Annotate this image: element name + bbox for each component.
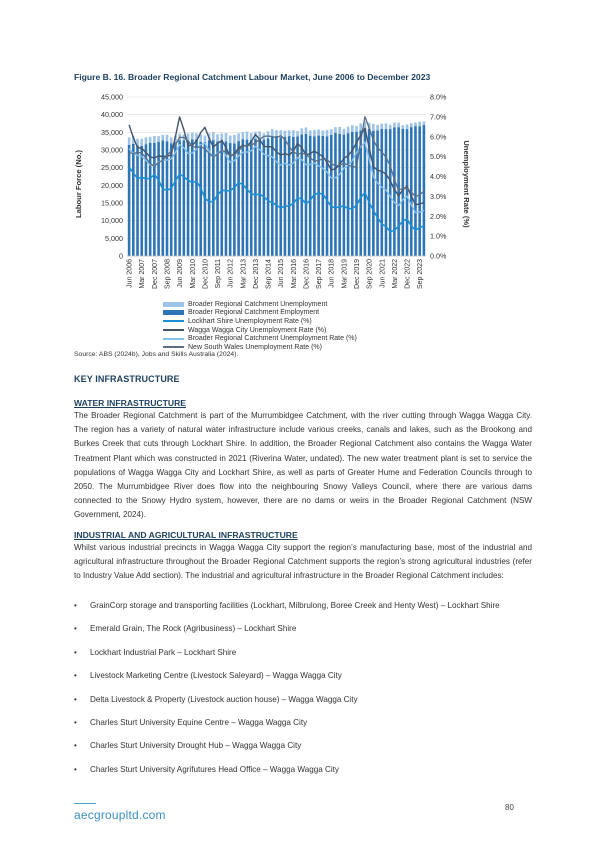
x-tick-label: Mar 2022 — [391, 258, 399, 289]
y-tick-label: 0 — [119, 251, 123, 261]
x-tick-label: Sep 2017 — [316, 258, 324, 289]
bar-unemployment — [128, 137, 131, 144]
bar-employment — [423, 125, 426, 256]
x-tick-label: Mar 2019 — [341, 259, 349, 289]
bar-unemployment — [359, 123, 362, 130]
bar-unemployment — [372, 124, 375, 131]
bar-unemployment — [170, 138, 173, 144]
figure-source: Source: ABS (2024b), Jobs and Skills Australia (2024). — [74, 351, 239, 358]
bar-employment — [246, 140, 249, 256]
list-item: • Emerald Grain, The Rock (Agribusiness) – Lockhart Shire — [74, 622, 544, 636]
legend-label: New South Wales Unemployment Rate (%) — [188, 343, 322, 351]
bar-unemployment — [343, 129, 346, 135]
list-item: • Livestock Marketing Centre (Livestock Saleyard) – Wagga Wagga City — [74, 669, 544, 683]
bar-employment — [178, 140, 181, 256]
bar-unemployment — [242, 132, 245, 139]
y-tick-label: 40,000 — [101, 110, 123, 120]
bar-employment — [258, 139, 261, 256]
y2-tick-label: 3.0% — [430, 191, 447, 201]
y-tick-label: 5,000 — [105, 233, 123, 243]
legend-item — [163, 309, 357, 318]
x-tick-label: Jun 2021 — [379, 259, 387, 288]
bar-employment — [170, 143, 173, 256]
bar-employment — [372, 131, 375, 256]
bar-employment — [237, 141, 240, 256]
x-tick-label: Sep 2011 — [215, 258, 222, 289]
x-tick-label: Sep 2014 — [265, 259, 273, 290]
legend-item — [163, 326, 357, 335]
water-paragraph: The Broader Regional Catchment is part of the Murrumbidgee Catchment, with the river cutting through Wagga Wagga City. The region has a variety of natural water infrastructure include various creeks, canals and lakes, such as the Brookong and Burkes Creek that cuts through Lockhart Shire. In addition, the Broader Regional Catchment also contains the Wagga Water Treatment Plant which was constructed in 2021 (Riverina Water, undated). The new water treatment plant is set to service the populations of Wagga Wagga City and Lockhart Shire, as well as parts of Greater Hume and Federation Councils through to 2050. The Murrumbidgee River does flow into the neighbouring Snowy Valleys Council, where there are various dams connected to the Snowy Hydro system, however, there are no dams or weirs in the Broader Regional Catchment (NSW Government, 2024). — [74, 411, 532, 520]
bar-unemployment — [397, 123, 400, 128]
bar-unemployment — [300, 128, 303, 134]
bar-employment — [174, 142, 177, 256]
bar-unemployment — [309, 130, 312, 135]
bar-unemployment — [145, 137, 148, 144]
bar-unemployment — [313, 130, 316, 136]
bar-employment — [250, 140, 253, 256]
water-heading: WATER INFRASTRUCTURE — [74, 398, 187, 408]
bar-unemployment — [292, 130, 295, 137]
list-item: • Charles Sturt University Equine Centre – Wagga Wagga City — [74, 716, 544, 730]
bar-unemployment — [402, 125, 405, 129]
x-tick-label: Sep 2023 — [417, 259, 425, 290]
infrastructure-list — [74, 599, 544, 786]
bar-unemployment — [296, 131, 299, 137]
list-item: • Charles Sturt University Drought Hub – Wagga Wagga City — [74, 739, 544, 753]
bar-unemployment — [212, 132, 215, 140]
y2-tick-label: 8.0% — [430, 92, 447, 102]
x-tick-label: Sep 2008 — [164, 258, 172, 289]
legend-swatch — [163, 338, 184, 340]
bar-unemployment — [233, 135, 236, 143]
bar-unemployment — [284, 131, 287, 137]
bar-unemployment — [246, 132, 249, 140]
bar-employment — [191, 139, 194, 256]
y2-axis-title: Unemployment Rate (%) — [462, 140, 471, 228]
bar-unemployment — [393, 123, 396, 128]
list-item: • Lockhart Industrial Park – Lockhart Shire — [74, 646, 544, 660]
bar-unemployment — [351, 125, 354, 132]
y-tick-label: 20,000 — [101, 180, 123, 190]
x-tick-label: Mar 2010 — [189, 259, 197, 289]
bar-employment — [157, 142, 160, 256]
bar-employment — [292, 137, 295, 256]
y2-tick-label: 6.0% — [430, 132, 447, 142]
bar-employment — [199, 142, 202, 256]
bar-unemployment — [271, 129, 274, 136]
legend-item — [163, 300, 357, 309]
bar-unemployment — [355, 126, 358, 132]
section-heading: KEY INFRASTRUCTURE — [74, 374, 180, 384]
y2-tick-label: 2.0% — [430, 211, 447, 221]
bar-employment — [275, 136, 278, 256]
bar-employment — [242, 139, 245, 256]
x-tick-label: Dec 2013 — [252, 258, 260, 289]
x-tick-label: Jun 2006 — [126, 258, 134, 288]
legend-item — [163, 317, 357, 326]
x-tick-label: Mar 2016 — [290, 258, 298, 289]
bar-employment — [183, 140, 186, 256]
bar-unemployment — [191, 133, 194, 140]
bar-unemployment — [317, 129, 320, 135]
legend-label: Broader Regional Catchment Employment — [188, 309, 320, 317]
bar-unemployment — [418, 122, 421, 127]
industrial-paragraph: Whilst various industrial precincts in Wagga Wagga City support the region’s manufacturing base, most of the industrial and agricultural infrastructure throughout the Broader Regional Catchment supports the region’s strong agricultural industries (refer to Industry Value Add section). The industrial and agricultural infrastructure in the Broader Regional Catchment includes: — [74, 543, 532, 581]
bar-employment — [208, 140, 211, 256]
bar-unemployment — [322, 131, 325, 136]
bar-employment — [326, 137, 329, 256]
bar-unemployment — [275, 130, 278, 136]
x-tick-label: Jun 2009 — [177, 258, 185, 288]
y-tick-label: 25,000 — [101, 163, 123, 173]
bar-employment — [187, 141, 190, 256]
x-tick-label: Jun 2015 — [278, 258, 286, 288]
bar-unemployment — [380, 124, 383, 129]
list-item: • Delta Livestock & Property (Livestock auction house) – Wagga Wagga City — [74, 693, 544, 707]
page-number: 80 — [505, 803, 514, 812]
bar-employment — [153, 143, 156, 256]
bar-employment — [389, 129, 392, 256]
x-tick-label: Jun 2012 — [227, 259, 235, 288]
x-tick-label: Dec 2019 — [354, 258, 361, 289]
bar-employment — [414, 126, 417, 256]
legend-label: Broader Regional Catchment Unemployment Rate (%) — [188, 335, 357, 343]
legend-label: Wagga Wagga City Unemployment Rate (%) — [188, 326, 327, 334]
chart-legend — [163, 300, 357, 352]
bar-employment — [166, 142, 169, 256]
x-tick-label: Mar 2013 — [240, 258, 248, 289]
bar-employment — [149, 143, 152, 256]
bar-employment — [254, 139, 257, 256]
bar-unemployment — [376, 125, 379, 130]
bar-unemployment — [347, 127, 350, 133]
bar-employment — [402, 129, 405, 256]
bar-employment — [128, 145, 131, 256]
bar-unemployment — [216, 134, 219, 141]
bar-unemployment — [338, 127, 341, 134]
bar-unemployment — [330, 129, 333, 135]
legend-swatch — [163, 302, 184, 307]
y2-tick-label: 0.0% — [430, 251, 447, 261]
bar-unemployment — [334, 127, 337, 133]
bar-employment — [225, 141, 228, 256]
bar-unemployment — [237, 133, 240, 141]
bar-unemployment — [288, 130, 291, 136]
bar-unemployment — [267, 131, 270, 138]
legend-label: Broader Regional Catchment Unemployment — [188, 300, 328, 308]
y-tick-label: 10,000 — [101, 216, 123, 226]
bar-unemployment — [166, 135, 169, 142]
x-tick-label: Dec 2016 — [303, 259, 311, 289]
legend-swatch — [163, 329, 184, 331]
bar-employment — [406, 129, 409, 256]
labour-market-chart — [60, 86, 480, 298]
bar-employment — [397, 127, 400, 256]
bar-unemployment — [140, 139, 143, 146]
bar-employment — [338, 134, 341, 256]
bar-unemployment — [326, 130, 329, 137]
industrial-heading: INDUSTRIAL AND AGRICULTURAL INFRASTRUCTURE — [74, 530, 298, 540]
footer-rule — [74, 803, 96, 804]
y2-tick-label: 1.0% — [430, 231, 447, 241]
bar-unemployment — [153, 136, 156, 143]
bar-employment — [220, 141, 223, 256]
bar-unemployment — [161, 135, 164, 141]
y-tick-label: 15,000 — [101, 198, 123, 208]
footer-brand: aecgroupltd.com — [74, 808, 166, 822]
y2-tick-label: 5.0% — [430, 152, 447, 162]
legend-swatch — [163, 346, 184, 348]
bar-employment — [195, 140, 198, 256]
x-tick-label: Jun 2018 — [328, 258, 336, 288]
list-item: • GrainCorp storage and transporting facilities (Lockhart, Milbrulong, Boree Creek and Henty West) – Lockhart Shire — [74, 599, 544, 613]
bar-unemployment — [225, 133, 228, 141]
bar-unemployment — [229, 136, 232, 144]
x-tick-label: Mar 2007 — [139, 258, 147, 289]
x-tick-label: Sep 2020 — [366, 258, 374, 289]
bar-unemployment — [385, 123, 388, 129]
y-tick-label: 35,000 — [101, 127, 123, 137]
y2-tick-label: 7.0% — [430, 112, 447, 122]
list-item: • Charles Sturt University Agrifutures Head Office – Wagga Wagga City — [74, 763, 544, 777]
legend-swatch — [163, 310, 184, 315]
figure-title: Figure B. 16. Broader Regional Catchment Labour Market, June 2006 to December 2023 — [74, 72, 431, 82]
bar-employment — [347, 133, 350, 256]
bar-employment — [216, 141, 219, 256]
bar-unemployment — [406, 124, 409, 129]
bar-employment — [418, 126, 421, 256]
bar-employment — [271, 136, 274, 256]
bar-unemployment — [204, 135, 207, 142]
bar-unemployment — [389, 125, 392, 129]
bar-employment — [380, 129, 383, 256]
bar-employment — [132, 144, 135, 256]
bar-employment — [330, 135, 333, 256]
legend-label: Lockhart Shire Unemployment Rate (%) — [188, 317, 312, 325]
bar-unemployment — [423, 122, 426, 125]
bar-unemployment — [414, 122, 417, 126]
bar-employment — [334, 133, 337, 256]
x-tick-label: Dec 2022 — [404, 258, 412, 289]
bar-employment — [343, 135, 346, 256]
x-tick-label: Dec 2007 — [151, 259, 159, 289]
bar-unemployment — [410, 123, 413, 127]
bar-unemployment — [305, 127, 308, 133]
bar-employment — [140, 146, 143, 256]
legend-item — [163, 334, 357, 343]
x-tick-label: Dec 2010 — [202, 258, 210, 289]
y2-tick-label: 4.0% — [430, 172, 447, 181]
y-tick-label: 45,000 — [101, 92, 123, 102]
y-axis-title: Labour Force (No.) — [74, 150, 83, 218]
bar-employment — [136, 145, 139, 256]
chart-bars — [128, 121, 425, 256]
bar-unemployment — [149, 137, 152, 143]
bar-employment — [161, 141, 164, 256]
bar-unemployment — [157, 136, 160, 142]
y-tick-label: 30,000 — [101, 145, 123, 155]
legend-swatch — [163, 320, 184, 322]
